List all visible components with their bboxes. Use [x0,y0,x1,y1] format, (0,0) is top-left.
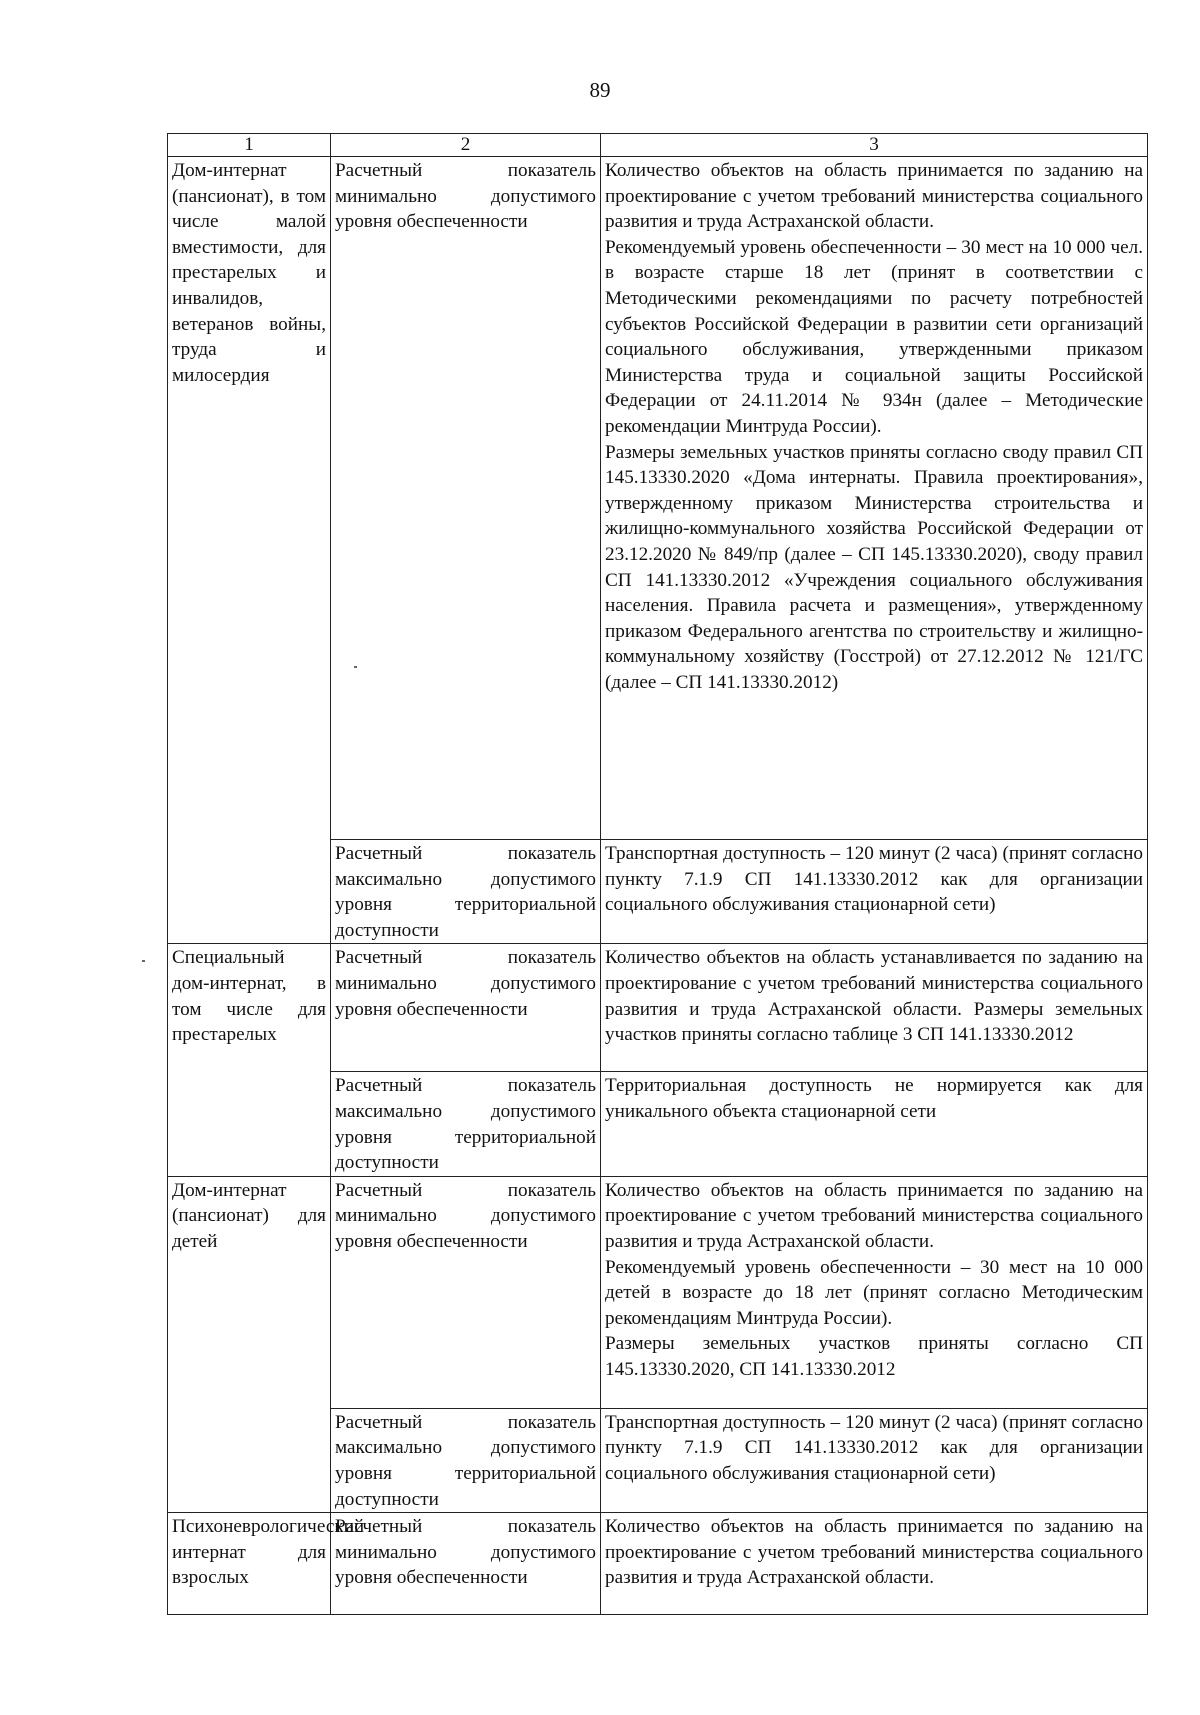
description-cell [601,1176,1148,1408]
description-cell [601,1408,1148,1512]
indicator-cell: Расчетный показатель минимально допустимого уровня обеспеченности [331,1513,601,1615]
table-row [168,1513,1148,1615]
indicator-cell: Расчетный показатель минимально допустимого уровня обеспеченности [331,157,601,840]
indicator-cell: Расчетный показатель максимально допустимого уровня территориальной доступности [331,1072,601,1176]
description-cell [601,840,1148,944]
description-paragraph: Рекомендуемый уровень обеспеченности – 30 мест на 10 000 детей в возрасте до 18 лет (принят согласно Методическим рекомендациям Минтруда России). [605,1256,1143,1329]
table-row [168,1176,1148,1408]
description-paragraph: Размеры земельных участков приняты согласно своду правил СП 145.13330.2020 «Дома интернаты. Правила проектирования», утвержденному приказом Министерства строительства и жилищно-коммунального хозяйства Российской Федерации от 23.12.2020 № 849/пр (далее – СП 145.13330.2020), своду правил СП 141.13330.2012 «Учреждения социального обслуживания населения. Правила расчета и размещения», утвержденному приказом Федерального агентства по строительству и жилищно-коммунальному хозяйству (Госстрой) от 27.12.2012 № 121/ГС (далее – СП 141.13330.2012) [605,441,1143,693]
description-paragraph: Размеры земельных участков приняты согласно СП 145.13330.2020, СП 141.13330.2012 [605,1333,1143,1380]
facility-cell: Психоневрологический интернат для взрослых [168,1513,331,1615]
description-paragraph: Количество объектов на область принимается по заданию на проектирование с учетом требований министерства социального развития и труда Астраханской области. [605,1516,1143,1589]
description-paragraph: Транспортная доступность – 120 минут (2 часа) (принят согласно пункту 7.1.9 СП 141.13330.2012 как для организации социального обслуживания стационарной сети) [605,843,1143,916]
description-paragraph: Транспортная доступность – 120 минут (2 часа) (принят согласно пункту 7.1.9 СП 141.13330.2012 как для организации социального обслуживания стационарной сети) [605,1411,1143,1484]
description-cell [601,1513,1148,1615]
description-paragraph: Количество объектов на область принимается по заданию на проектирование с учетом требований министерства социального развития и труда Астраханской области. [605,1179,1143,1252]
standards-table [167,133,1148,1615]
description-cell [601,157,1148,840]
facility-cell: Специальный дом-интернат, в том числе для престарелых [168,944,331,1176]
scan-speck [354,666,357,668]
table-header-row [168,134,1148,157]
description-paragraph: Рекомендуемый уровень обеспеченности – 30 мест на 10 000 чел. в возрасте старше 18 лет (принят в соответствии с Методическими рекомендациями по расчету потребностей субъектов Российской Федерации в развитии сети организаций социального обслуживания, утвержденными приказом Министерства труда и социальной защиты Российской Федерации от 24.11.2014 № 934н (далее – Методические рекомендации Минтруда России). [605,236,1143,437]
description-paragraph: Количество объектов на область устанавливается по заданию на проектирование с учетом требований министерства социального развития и труда Астраханской области. Размеры земельных участков приняты согласно таблице 3 СП 141.13330.2012 [605,947,1143,1046]
description-paragraph: Количество объектов на область принимается по заданию на проектирование с учетом требований министерства социального развития и труда Астраханской области. [605,160,1143,233]
scan-speck [142,960,145,962]
indicator-cell: Расчетный показатель минимально допустимого уровня обеспеченности [331,1176,601,1408]
column-header-1: 1 [168,134,331,157]
page-number: 89 [589,78,611,102]
facility-cell: Дом-интернат (пансионат), в том числе малой вместимости, для престарелых и инвалидов, ветеранов войны, труда и милосердия [168,157,331,944]
column-header-3: 3 [601,134,1148,157]
table-row [168,157,1148,840]
description-cell [601,1072,1148,1176]
column-header-2: 2 [331,134,601,157]
indicator-cell: Расчетный показатель максимально допустимого уровня территориальной доступности [331,1408,601,1512]
indicator-cell: Расчетный показатель минимально допустимого уровня обеспеченности [331,944,601,1072]
table-row [168,944,1148,1072]
facility-cell: Дом-интернат (пансионат) для детей [168,1176,331,1512]
indicator-cell: Расчетный показатель максимально допустимого уровня территориальной доступности [331,840,601,944]
description-paragraph: Территориальная доступность не нормируется как для уникального объекта стационарной сети [605,1075,1143,1122]
description-cell [601,944,1148,1072]
